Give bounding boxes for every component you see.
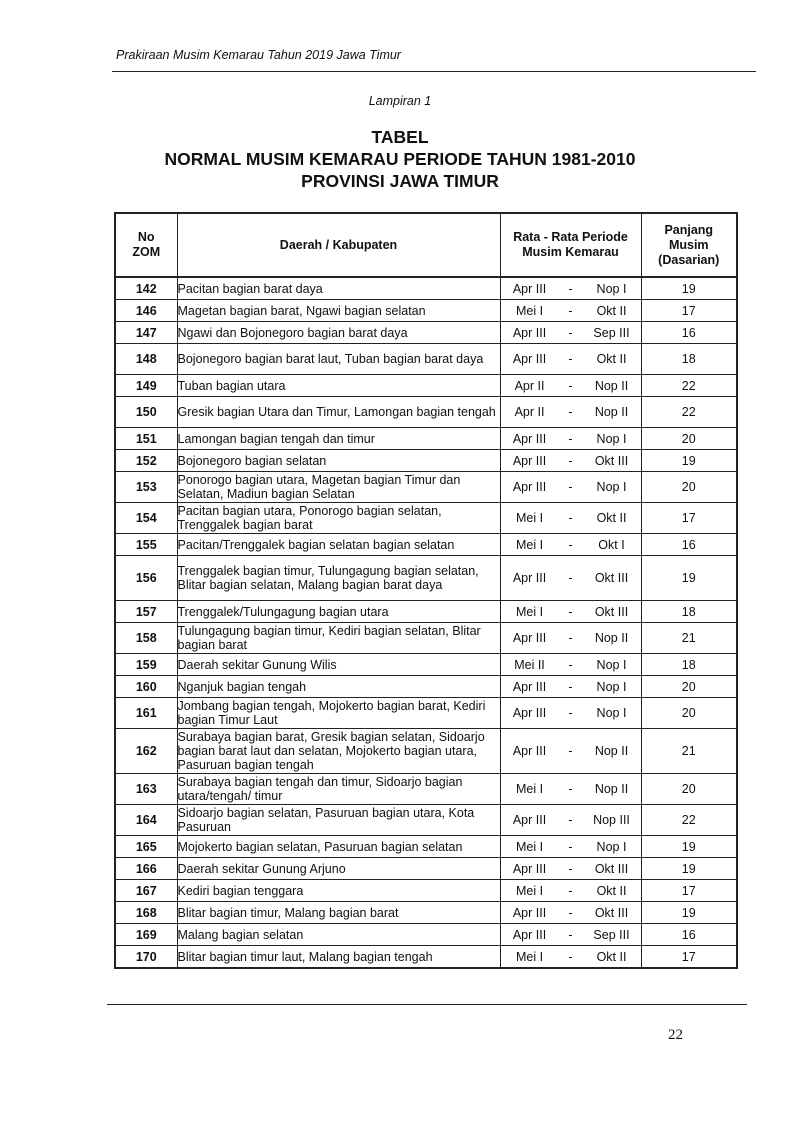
- period-end: Nop I: [596, 480, 627, 494]
- period-end: Nop I: [596, 431, 627, 446]
- season-length: 19: [641, 902, 737, 924]
- season-length: 21: [641, 729, 737, 774]
- table-row: [115, 503, 737, 534]
- period-end: Okt II: [596, 883, 627, 898]
- table-row: [115, 556, 737, 601]
- season-length: 17: [641, 300, 737, 322]
- period-range: [501, 300, 641, 321]
- zom-number: 153: [115, 472, 177, 503]
- zom-number: 159: [115, 654, 177, 676]
- period-separator: -: [568, 839, 573, 854]
- period-end: Okt III: [594, 905, 629, 920]
- period-end: Nop II: [594, 744, 629, 758]
- period-end: Nop I: [596, 281, 627, 296]
- header-periode: Rata - Rata Periode Musim Kemarau: [500, 213, 641, 277]
- period-cell: [500, 698, 641, 729]
- page-number: 22: [668, 1027, 683, 1043]
- season-length: 19: [641, 277, 737, 300]
- zom-number: 168: [115, 902, 177, 924]
- period-cell: [500, 322, 641, 344]
- period-cell: [500, 450, 641, 472]
- region-name: Daerah sekitar Gunung Wilis: [177, 654, 500, 676]
- period-cell: [500, 880, 641, 902]
- table-body: [115, 277, 737, 968]
- title-line-2: NORMAL MUSIM KEMARAU PERIODE TAHUN 1981-2010: [164, 149, 636, 169]
- region-name: Pacitan bagian utara, Ponorogo bagian selatan, Trenggalek bagian barat: [177, 503, 500, 534]
- period-start: Apr III: [512, 706, 547, 720]
- region-name: Ngawi dan Bojonegoro bagian barat daya: [177, 322, 500, 344]
- zom-number: 146: [115, 300, 177, 322]
- region-name: Bojonegoro bagian selatan: [177, 450, 500, 472]
- period-cell: [500, 729, 641, 774]
- table-row: [115, 880, 737, 902]
- season-length: 20: [641, 472, 737, 503]
- zom-number: 170: [115, 946, 177, 969]
- period-end: Okt III: [594, 604, 629, 619]
- period-range: [501, 729, 641, 773]
- period-start: Mei I: [515, 604, 544, 619]
- region-name: Malang bagian selatan: [177, 924, 500, 946]
- period-start: Mei I: [515, 303, 544, 318]
- region-name: Daerah sekitar Gunung Arjuno: [177, 858, 500, 880]
- period-cell: [500, 924, 641, 946]
- period-range: [501, 836, 641, 857]
- period-end: Nop II: [594, 631, 629, 645]
- season-length: 19: [641, 556, 737, 601]
- table-row: [115, 676, 737, 698]
- table-header-row: [115, 213, 737, 277]
- period-range: [501, 601, 641, 622]
- zom-number: 157: [115, 601, 177, 623]
- period-end: Okt III: [594, 571, 629, 585]
- period-cell: [500, 676, 641, 698]
- region-name: Bojonegoro bagian barat laut, Tuban bagian barat daya: [177, 344, 500, 375]
- period-separator: -: [568, 604, 573, 619]
- region-name: Jombang bagian tengah, Mojokerto bagian barat, Kediri bagian Timur Laut: [177, 698, 500, 729]
- season-length: 19: [641, 450, 737, 472]
- table-row: [115, 472, 737, 503]
- season-length: 17: [641, 503, 737, 534]
- running-header: Prakiraan Musim Kemarau Tahun 2019 Jawa Timur: [116, 48, 401, 62]
- period-start: Apr III: [512, 352, 547, 366]
- period-range: [501, 503, 641, 533]
- period-cell: [500, 472, 641, 503]
- zom-number: 154: [115, 503, 177, 534]
- period-end: Nop I: [596, 839, 627, 854]
- period-range: [501, 698, 641, 728]
- region-name: Lamongan bagian tengah dan timur: [177, 428, 500, 450]
- season-length: 18: [641, 601, 737, 623]
- appendix-label: Lampiran 1: [368, 94, 432, 108]
- period-start: Mei I: [515, 949, 544, 964]
- period-range: [501, 676, 641, 697]
- table-row: [115, 397, 737, 428]
- zom-number: 158: [115, 623, 177, 654]
- table-row: [115, 450, 737, 472]
- season-length: 20: [641, 428, 737, 450]
- period-end: Nop II: [594, 378, 629, 393]
- zom-table: [114, 212, 738, 969]
- region-name: Mojokerto bagian selatan, Pasuruan bagian selatan: [177, 836, 500, 858]
- period-start: Apr III: [512, 571, 547, 585]
- period-separator: -: [568, 303, 573, 318]
- region-name: Tuban bagian utara: [177, 375, 500, 397]
- period-range: [501, 946, 641, 967]
- period-end: Nop I: [596, 679, 627, 694]
- season-length: 17: [641, 946, 737, 969]
- season-length: 22: [641, 397, 737, 428]
- period-cell: [500, 858, 641, 880]
- zom-number: 161: [115, 698, 177, 729]
- zom-number: 156: [115, 556, 177, 601]
- region-name: Pacitan/Trenggalek bagian selatan bagian selatan: [177, 534, 500, 556]
- period-separator: -: [568, 405, 573, 419]
- period-start: Apr III: [512, 679, 547, 694]
- period-range: [501, 450, 641, 471]
- period-separator: -: [568, 657, 573, 672]
- period-end: Okt II: [596, 352, 627, 366]
- table-row: [115, 375, 737, 397]
- period-start: Mei I: [515, 839, 544, 854]
- zom-number: 150: [115, 397, 177, 428]
- period-start: Mei I: [515, 537, 544, 552]
- zom-number: 147: [115, 322, 177, 344]
- period-range: [501, 344, 641, 374]
- period-separator: -: [568, 281, 573, 296]
- region-name: Blitar bagian timur laut, Malang bagian tengah: [177, 946, 500, 969]
- region-name: Surabaya bagian barat, Gresik bagian selatan, Sidoarjo bagian barat laut dan selatan, Mojokerto bagian utara, Pasuruan bagian tengah: [177, 729, 500, 774]
- table-row: [115, 601, 737, 623]
- period-start: Apr III: [512, 325, 547, 340]
- period-end: Okt II: [596, 303, 627, 318]
- period-cell: [500, 300, 641, 322]
- period-end: Nop I: [596, 706, 627, 720]
- zom-number: 160: [115, 676, 177, 698]
- period-range: [501, 924, 641, 945]
- period-cell: [500, 836, 641, 858]
- period-end: Sep III: [593, 927, 630, 942]
- period-end: Nop I: [596, 657, 627, 672]
- season-length: 20: [641, 774, 737, 805]
- table-row: [115, 836, 737, 858]
- region-name: Nganjuk bagian tengah: [177, 676, 500, 698]
- period-range: [501, 805, 641, 835]
- period-end: Nop III: [593, 813, 630, 827]
- season-length: 17: [641, 880, 737, 902]
- region-name: Kediri bagian tenggara: [177, 880, 500, 902]
- period-end: Okt I: [598, 537, 625, 552]
- period-cell: [500, 344, 641, 375]
- season-length: 18: [641, 344, 737, 375]
- table-row: [115, 858, 737, 880]
- region-name: Pacitan bagian barat daya: [177, 277, 500, 300]
- period-cell: [500, 902, 641, 924]
- season-length: 21: [641, 623, 737, 654]
- period-range: [501, 278, 641, 299]
- period-cell: [500, 534, 641, 556]
- table-row: [115, 805, 737, 836]
- season-length: 20: [641, 698, 737, 729]
- region-name: Gresik bagian Utara dan Timur, Lamongan bagian tengah: [177, 397, 500, 428]
- period-cell: [500, 623, 641, 654]
- period-separator: -: [568, 378, 573, 393]
- period-separator: -: [568, 325, 573, 340]
- period-cell: [500, 375, 641, 397]
- table-row: [115, 623, 737, 654]
- title-line-1: TABEL: [371, 127, 429, 147]
- region-name: Blitar bagian timur, Malang bagian barat: [177, 902, 500, 924]
- period-start: Mei I: [515, 883, 544, 898]
- season-length: 16: [641, 322, 737, 344]
- table-row: [115, 322, 737, 344]
- table-row: [115, 534, 737, 556]
- region-name: Trenggalek bagian timur, Tulungagung bagian selatan, Blitar bagian selatan, Malang bagian barat daya: [177, 556, 500, 601]
- zom-number: 167: [115, 880, 177, 902]
- zom-number: 165: [115, 836, 177, 858]
- table-row: [115, 698, 737, 729]
- period-range: [501, 375, 641, 396]
- period-cell: [500, 397, 641, 428]
- period-start: Apr II: [514, 405, 545, 419]
- period-end: Okt II: [596, 949, 627, 964]
- period-range: [501, 397, 641, 427]
- region-name: Trenggalek/Tulungagung bagian utara: [177, 601, 500, 623]
- period-end: Nop II: [594, 405, 629, 419]
- zom-number: 149: [115, 375, 177, 397]
- period-start: Apr III: [512, 905, 547, 920]
- season-length: 18: [641, 654, 737, 676]
- header-daerah: Daerah / Kabupaten: [177, 213, 500, 277]
- period-start: Apr III: [512, 744, 547, 758]
- period-start: Apr III: [512, 927, 547, 942]
- region-name: Ponorogo bagian utara, Magetan bagian Timur dan Selatan, Madiun bagian Selatan: [177, 472, 500, 503]
- period-range: [501, 858, 641, 879]
- period-separator: -: [568, 949, 573, 964]
- period-cell: [500, 556, 641, 601]
- period-cell: [500, 774, 641, 805]
- zom-number: 152: [115, 450, 177, 472]
- period-start: Apr III: [512, 480, 547, 494]
- period-range: [501, 556, 641, 600]
- period-cell: [500, 654, 641, 676]
- region-name: Sidoarjo bagian selatan, Pasuruan bagian utara, Kota Pasuruan: [177, 805, 500, 836]
- table-row: [115, 902, 737, 924]
- period-start: Apr III: [512, 861, 547, 876]
- season-length: 16: [641, 924, 737, 946]
- period-start: Mei II: [514, 657, 545, 672]
- period-cell: [500, 601, 641, 623]
- period-separator: -: [568, 706, 573, 720]
- period-separator: -: [568, 571, 573, 585]
- season-length: 20: [641, 676, 737, 698]
- footer-rule: [107, 1004, 747, 1005]
- period-start: Apr III: [512, 431, 547, 446]
- period-range: [501, 322, 641, 343]
- period-start: Apr III: [512, 813, 547, 827]
- table-row: [115, 277, 737, 300]
- zom-number: 163: [115, 774, 177, 805]
- region-name: Magetan bagian barat, Ngawi bagian selatan: [177, 300, 500, 322]
- season-length: 16: [641, 534, 737, 556]
- table-row: [115, 344, 737, 375]
- season-length: 19: [641, 858, 737, 880]
- zom-number: 151: [115, 428, 177, 450]
- period-cell: [500, 946, 641, 969]
- period-range: [501, 654, 641, 675]
- period-range: [501, 880, 641, 901]
- zom-number: 164: [115, 805, 177, 836]
- period-separator: -: [568, 537, 573, 552]
- title-line-3: PROVINSI JAWA TIMUR: [301, 171, 499, 191]
- zom-number: 142: [115, 277, 177, 300]
- period-cell: [500, 503, 641, 534]
- period-separator: -: [568, 431, 573, 446]
- zom-number: 162: [115, 729, 177, 774]
- period-start: Apr II: [514, 378, 545, 393]
- region-name: Tulungagung bagian timur, Kediri bagian selatan, Blitar bagian barat: [177, 623, 500, 654]
- period-separator: -: [568, 511, 573, 525]
- period-separator: -: [568, 679, 573, 694]
- period-cell: [500, 805, 641, 836]
- period-end: Nop II: [594, 782, 629, 796]
- period-separator: -: [568, 861, 573, 876]
- period-end: Okt II: [596, 511, 627, 525]
- header-rule: [112, 71, 756, 72]
- period-start: Apr III: [512, 631, 547, 645]
- period-separator: -: [568, 813, 573, 827]
- header-no-zom: No ZOM: [115, 213, 177, 277]
- table-row: [115, 300, 737, 322]
- region-name: Surabaya bagian tengah dan timur, Sidoarjo bagian utara/tengah/ timur: [177, 774, 500, 805]
- period-end: Okt III: [594, 861, 629, 876]
- season-length: 22: [641, 375, 737, 397]
- period-range: [501, 428, 641, 449]
- table-row: [115, 729, 737, 774]
- zom-number: 166: [115, 858, 177, 880]
- period-range: [501, 623, 641, 653]
- zom-number: 169: [115, 924, 177, 946]
- document-title: [0, 126, 800, 192]
- period-separator: -: [568, 744, 573, 758]
- season-length: 19: [641, 836, 737, 858]
- period-end: Okt III: [594, 453, 629, 468]
- period-range: [501, 472, 641, 502]
- period-start: Apr III: [512, 281, 547, 296]
- season-length: 22: [641, 805, 737, 836]
- period-separator: -: [568, 480, 573, 494]
- period-start: Mei I: [515, 511, 544, 525]
- period-separator: -: [568, 905, 573, 920]
- table-row: [115, 428, 737, 450]
- period-start: Mei I: [515, 782, 544, 796]
- table-row: [115, 774, 737, 805]
- period-range: [501, 534, 641, 555]
- period-separator: -: [568, 352, 573, 366]
- header-panjang: Panjang Musim (Dasarian): [641, 213, 737, 277]
- table-row: [115, 654, 737, 676]
- period-cell: [500, 428, 641, 450]
- period-start: Apr III: [512, 453, 547, 468]
- period-range: [501, 902, 641, 923]
- table-row: [115, 924, 737, 946]
- zom-number: 155: [115, 534, 177, 556]
- period-separator: -: [568, 883, 573, 898]
- period-cell: [500, 277, 641, 300]
- zom-number: 148: [115, 344, 177, 375]
- period-separator: -: [568, 782, 573, 796]
- period-separator: -: [568, 631, 573, 645]
- period-end: Sep III: [593, 325, 630, 340]
- period-separator: -: [568, 453, 573, 468]
- table-row: [115, 946, 737, 969]
- period-separator: -: [568, 927, 573, 942]
- period-range: [501, 774, 641, 804]
